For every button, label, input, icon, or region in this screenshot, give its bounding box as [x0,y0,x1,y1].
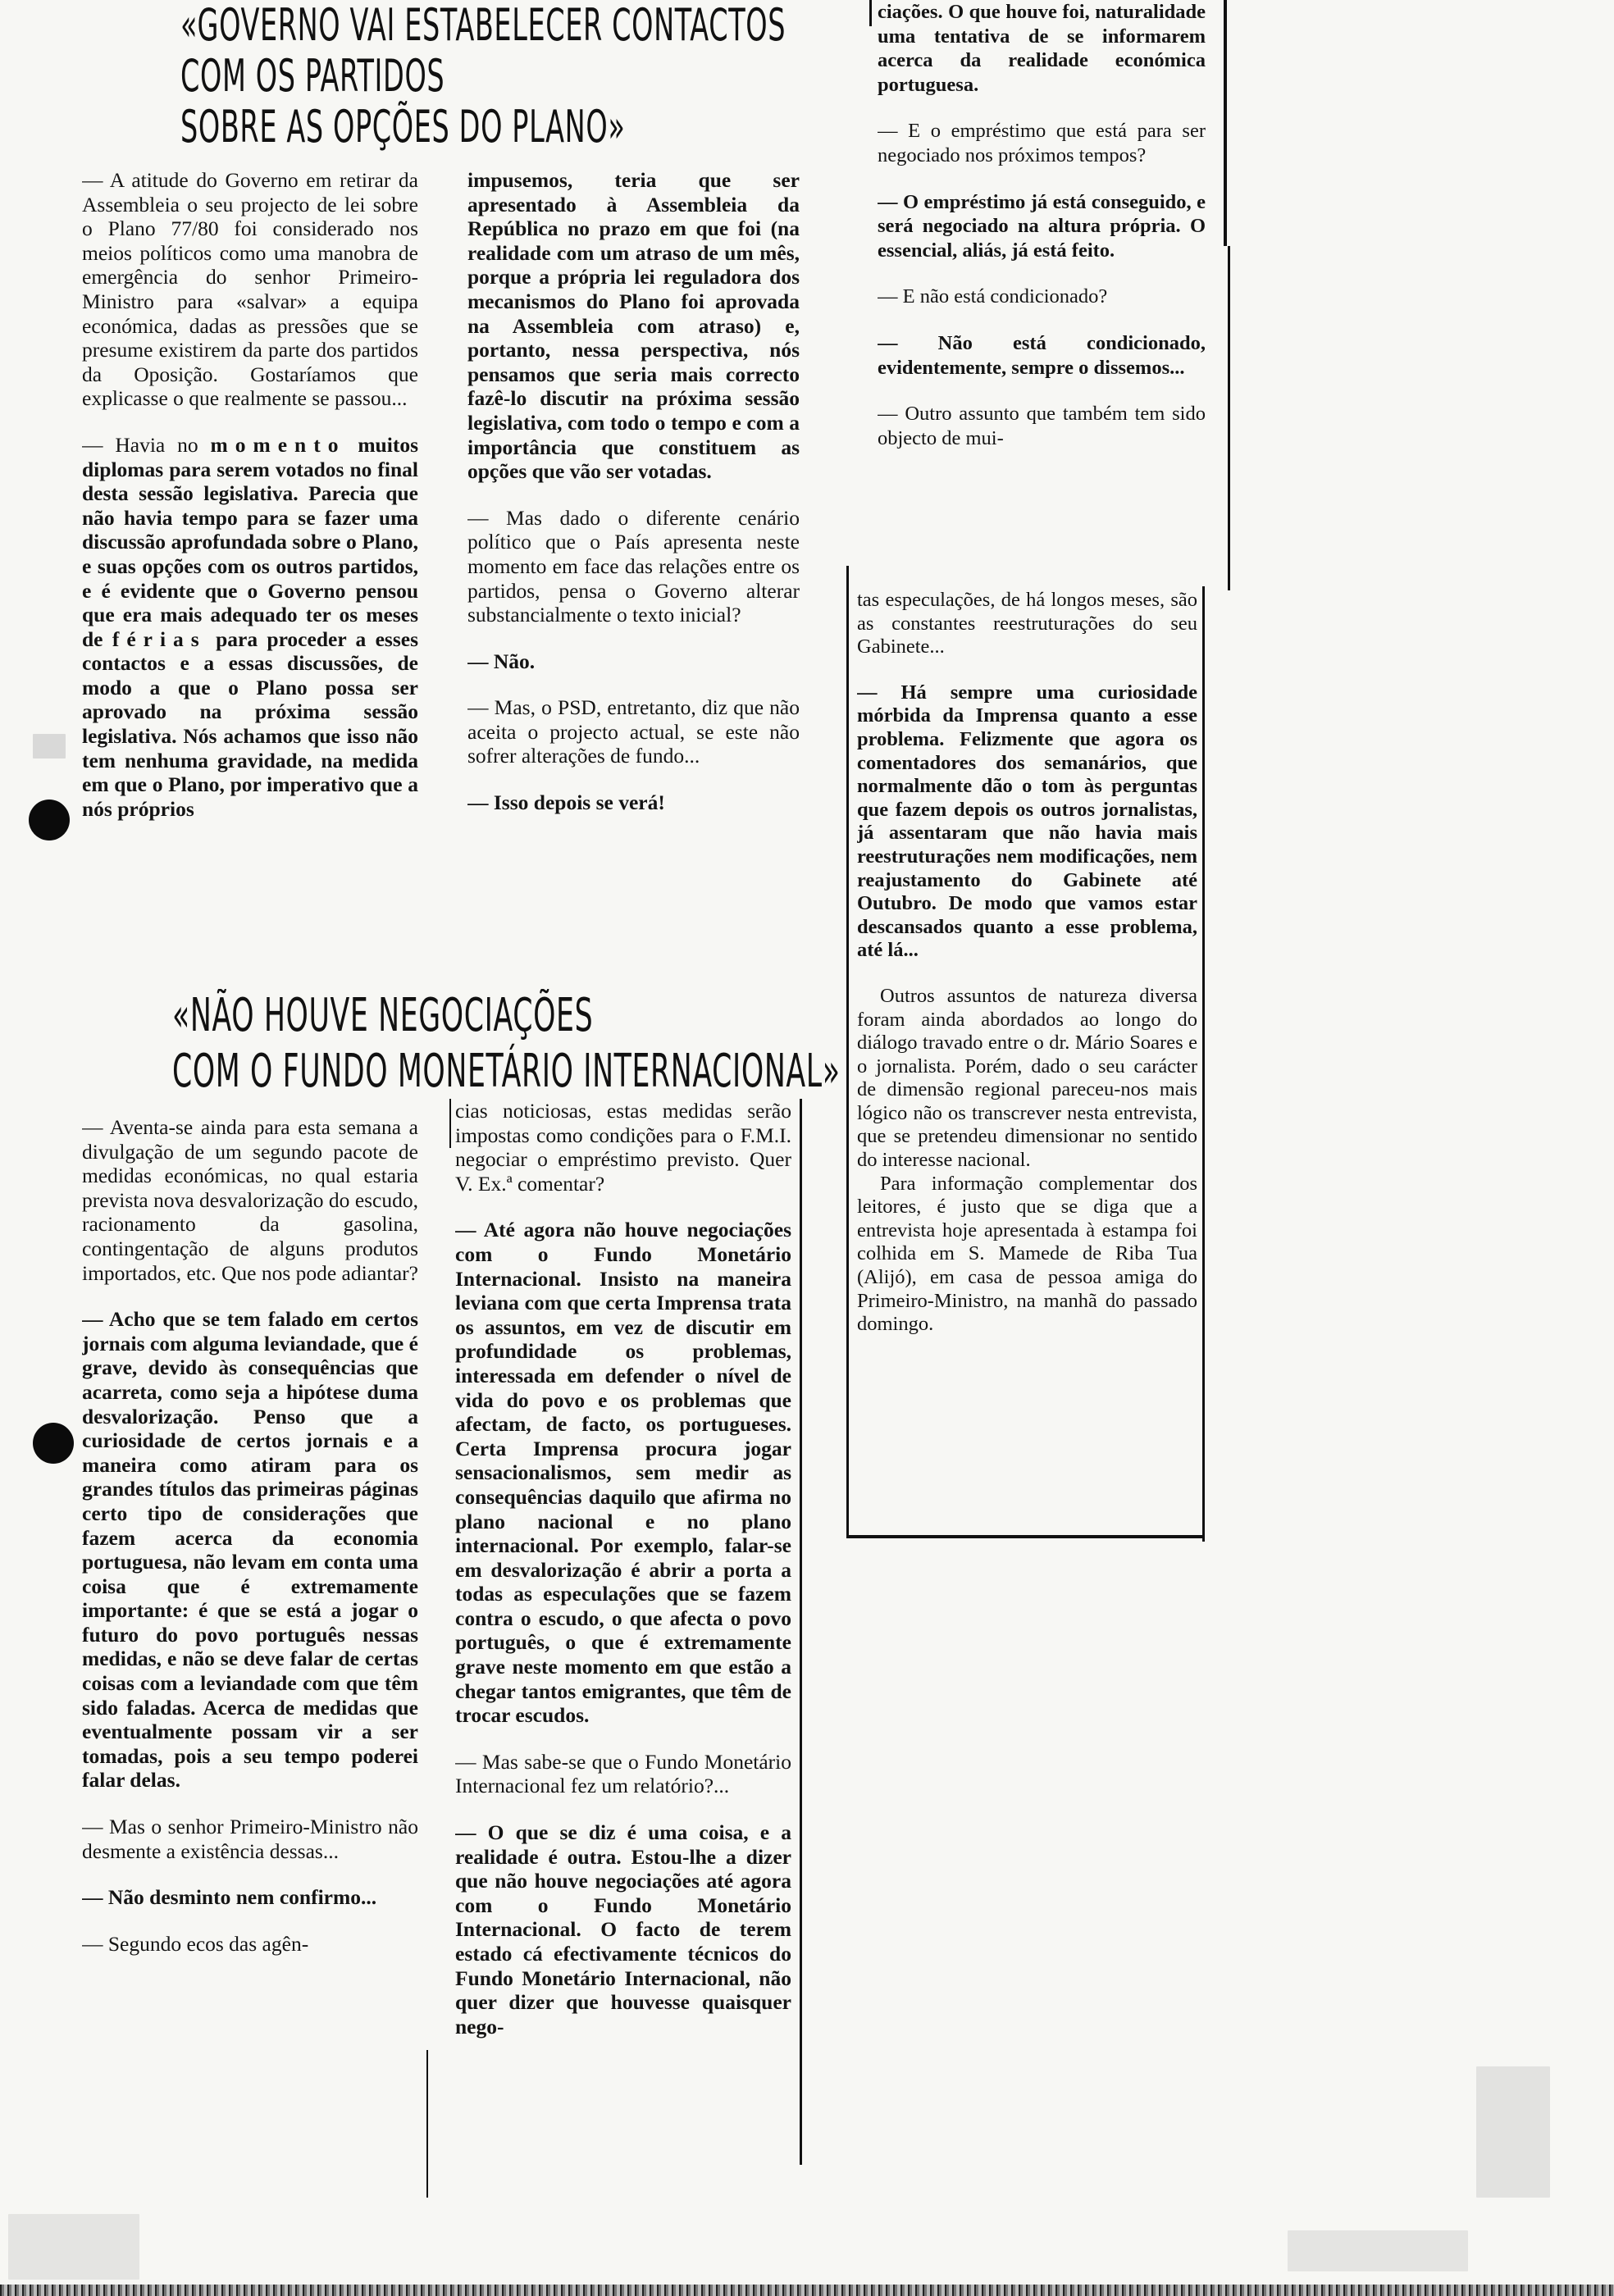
right-column-top [878,0,1206,566]
paragraph [878,331,1206,380]
column-rule [1224,0,1227,246]
punch-hole [33,1423,74,1464]
text-run: — Isso depois se verá! [467,790,665,815]
paragraph [878,119,1206,167]
column-rule [1202,586,1205,1542]
paragraph [82,168,418,411]
paragraph [878,402,1206,450]
article-2-headline [172,988,841,1100]
paragraph [857,589,1197,659]
scan-speck [8,2214,139,2280]
paragraph [82,433,418,822]
paragraph [82,1932,418,1957]
paragraph [82,1815,418,1863]
scan-speck [1476,2066,1550,2198]
paragraph [467,168,800,484]
scan-speck [1288,2230,1468,2271]
text-run: — Não desminto nem confirmo... [82,1885,377,1910]
text-run: Para informação complementar dos leitores, é justo que se diga que a entrevista hoje apresentada à estampa foi colhida em S. Mamede de Riba Tua (Alijó), em casa de pessoa amiga do Primeiro-Ministro, na manhã do passado domingo. [857,1172,1197,1336]
column-rule [869,0,872,26]
column-rule [800,1099,802,2165]
headline-line: SOBRE AS OPÇÕES DO PLANO» [180,101,626,153]
paragraph [82,1307,418,1793]
paragraph [878,285,1206,309]
paragraph [857,681,1197,963]
article-1-headline [180,0,786,153]
paragraph [455,1099,791,1196]
article-2-column-2 [455,1099,791,2198]
headline-line: «GOVERNO VAI ESTABELECER CONTACTOS [180,0,786,51]
headline-line: «NÃO HOUVE NEGOCIAÇÕES [172,989,594,1042]
column-rule [846,566,849,1538]
text-run: — Não está condicionado, evidentemente, sempre o dissemos... [878,331,1206,379]
column-rule [426,2050,428,2198]
paragraph [878,190,1206,263]
text-run: — Aventa-se ainda para esta semana a divulgação de um segundo pacote de medidas económicas, no qual estaria prevista nova desvalorização do escudo, racionamento da gasolina, contingentação de alguns produtos importados, etc. Que nos pode adiantar? [82,1115,418,1285]
text-run: — Outro assunto que também tem sido objecto de mui- [878,403,1206,449]
paragraph [467,695,800,768]
text-run: — O empréstimo já está conseguido, e será negociado na altura própria. O essencial, aliás, já está feito. [878,190,1206,262]
column-rule [1228,246,1230,590]
text-run: — Até agora não houve negociações com o Fundo Monetário Internacional. Insisto na maneira leviana com que certa Imprensa trata os assuntos, em vez de discutir em profundidade os problemas, interessada em defender o nível de vida do povo e os problemas que afectam, de facto, os portugueses. Certa Imprensa procura jogar sensacionalismos, sem medir as consequências daquilo que afirma no plano nacional e no plano internacional. Por exemplo, falar-se em desvalorização é abrir a porta a todas as especulações que se fazem contra o escudo, o que afecta o povo português, o que é extremamente grave neste momento em que estão a chegar tantos emigrantes, que têm de trocar escudos. [455,1218,791,1728]
text-run: — Segundo ecos das agên- [82,1931,309,1956]
article-1-column-1 [82,168,418,955]
text-run: impusemos, teria que ser apresentado à Assembleia da República no prazo em que foi (na realidade com um atraso de um mês, porque a própria lei reguladora dos mecanismos do Plano foi aprovada na Assembleia com atraso) e, portanto, nessa perspectiva, nós pensamos que seria mais correcto fazê-lo discutir na próxima sessão legislativa, com todo o tempo e com a importância que constituem as opções que vão ser votadas. [467,168,800,484]
text-run: férias [112,626,207,651]
text-run: muitos diplomas para serem votados no final desta sessão legislativa. Parecia que não havia tempo para se fazer uma discussão aprofundada sobre o Plano, e suas opções com os outros partidos, e é evidente que o Governo pensou que era mais adequado ter os meses de [82,432,418,651]
text-run: — O que se diz é uma coisa, e a realidade é outra. Estou-lhe a dizer que não houve negociações até agora com o Fundo Monetário Internacional. O facto de terem estado cá efectivamente técnicos do Fundo Monetário Internacional, não quer dizer que houvesse quaisquer nego- [455,1820,791,2039]
text-run: — E o empréstimo que está para ser negociado nos próximos tempos? [878,120,1206,166]
article-1-column-2 [467,168,800,955]
text-run: ciações. O que houve foi, naturalidade uma tentativa de se informarem acerca da realidade económica portuguesa. [878,1,1206,96]
headline-line: COM OS PARTIDOS [180,50,445,102]
text-run: tas especulações, de há longos meses, são as constantes reestruturações do seu Gabinete... [857,589,1197,658]
text-run: — Não. [467,649,536,673]
paragraph [455,1750,791,1798]
paragraph [467,649,800,674]
text-run: — E não está condicionado? [878,285,1108,308]
headline-line: COM O FUNDO MONETÁRIO INTERNACIONAL» [172,1045,841,1098]
paragraph [857,985,1197,1337]
text-run: Outros assuntos de natureza diversa foram ainda abordados ao longo do diálogo travado entre o dr. Mário Soares e o jornalista. Porém, dado o seu carácter de dimensão regional pareceu-nos mais lógico não os transcrever nesta entrevista, que se pretendeu dimensionar no sentido do interesse nacional. [857,984,1197,1172]
scan-speck [33,734,66,758]
paragraph [82,1115,418,1285]
paragraph [467,506,800,627]
punch-hole [29,800,70,840]
text-run: — Mas o senhor Primeiro-Ministro não desmente a existência dessas... [82,1815,418,1863]
text-run: momento [210,432,346,457]
text-run: — Mas dado o diferente cenário político que o País apresenta neste momento em face das relações entre os partidos, pensa o Governo alterar substancialmente o texto inicial? [467,505,800,627]
text-run: — Mas, o PSD, entretanto, diz que não aceita o projecto actual, se este não sofrer alterações de fundo... [467,695,800,768]
text-run: para proceder a esses contactos e a essas discussões, de modo a que o Plano possa ser aprovado na próxima sessão legislativa. Nós achamos que isso não tem nenhuma gravidade, na medida em que o Plano, por imperativo que a nós próprios [82,626,418,821]
text-run: — Havia no [82,432,211,457]
text-run: — Há sempre uma curiosidade mórbida da Imprensa quanto a esse problema. Felizmente que agora os comentadores dos semanários, que normalmente dão o tom às perguntas que fazem depois os outros jornalistas, já assentaram que não havia mais reestruturações nem modificações, nem reajustamento do Gabinete até Outubro. De modo que vamos estar descansados quanto a esse problema, até lá... [857,681,1197,962]
article-2-column-1 [82,1115,418,2198]
right-column-bottom [857,589,1197,1540]
paragraph [467,790,800,815]
column-rule [449,1099,451,1148]
paragraph [82,1885,418,1910]
scan-edge [0,2285,1614,2296]
paragraph [455,1218,791,1727]
paragraph [455,1820,791,2039]
text-run: cias noticiosas, estas medidas serão impostas como condições para o F.M.I. negociar o empréstimo previsto. Quer V. Ex.ª comentar? [455,1099,791,1196]
text-run: — Acho que se tem falado em certos jornais com alguma leviandade, que é grave, devido às consequências que acarreta, como seja a hipótese duma desvalorização. Penso que a curiosidade de certos jornais e a maneira como atiram para os grandes títulos das primeiras páginas certo tipo de considerações que fazem acerca da economia portuguesa, não levam em conta uma coisa que é extremamente importante: é que se está a jogar o futuro do povo português nessas medidas, e não se deve falar de certas coisas com a leviandade com que têm sido faladas. Acerca de medidas que eventualmente possam vir a ser tomadas, pois a seu tempo poderei falar delas. [82,1307,418,1793]
text-run: — A atitude do Governo em retirar da Assembleia o seu projecto de lei sobre o Plano 77/80 foi considerado nos meios políticos como uma manobra de emergência do senhor Primeiro-Ministro para «salvar» a equipa económica, dadas as pressões que se presume existirem da parte dos partidos da Oposição. Gostaríamos que explicasse o que realmente se passou... [82,168,418,411]
column-rule [846,1535,1204,1538]
text-run: — Mas sabe-se que o Fundo Monetário Internacional fez um relatório?... [455,1749,791,1798]
paragraph [878,0,1206,97]
